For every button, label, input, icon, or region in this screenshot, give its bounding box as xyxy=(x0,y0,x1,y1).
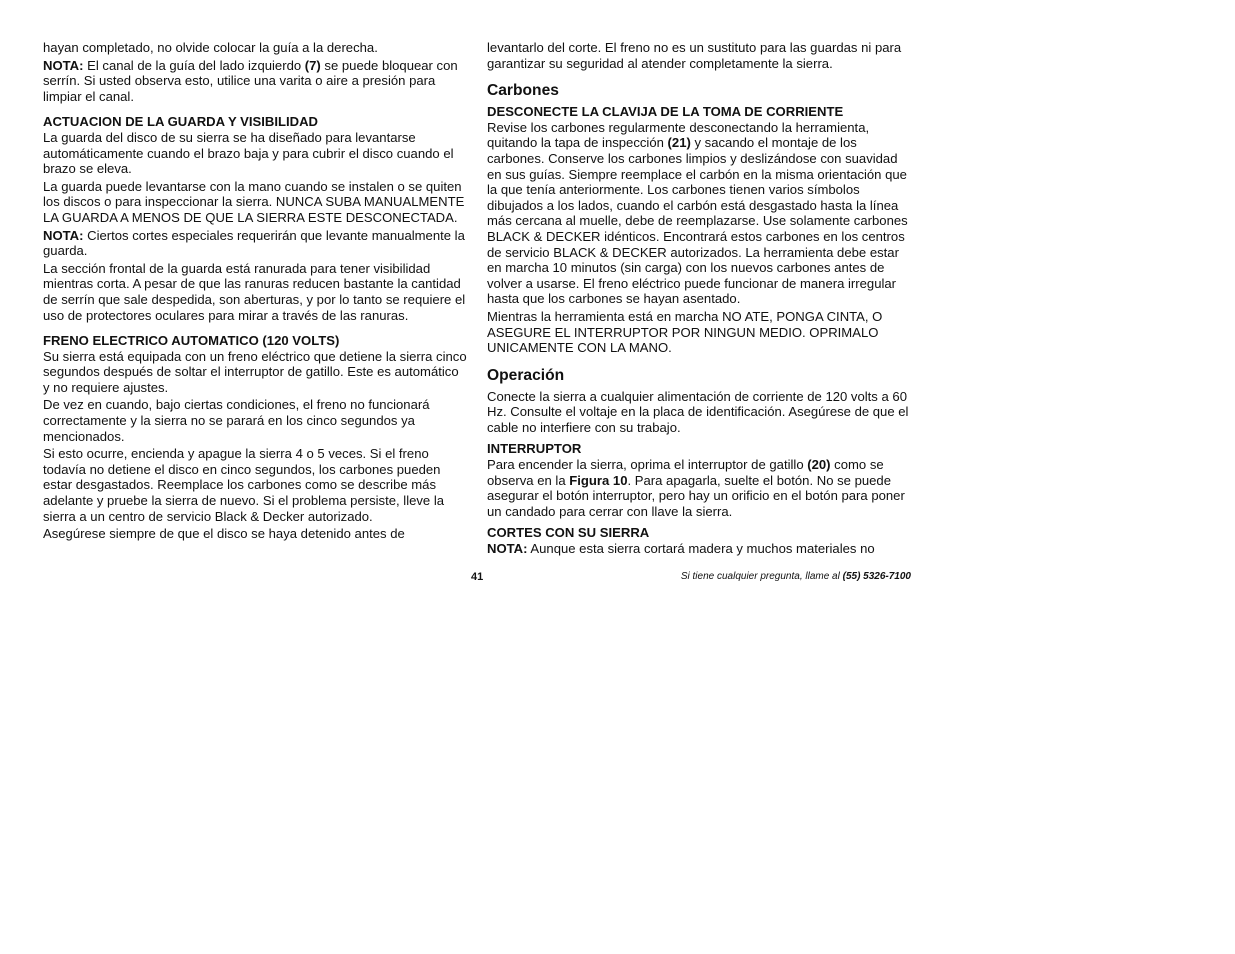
footer-note-text: Si tiene cualquier pregunta, llame al xyxy=(680,571,843,582)
ref-number: (21) xyxy=(667,135,691,151)
section-title-carbones: Carbones xyxy=(487,82,559,100)
subheading-desconecte: DESCONECTE LA CLAVIJA DE LA TOMA DE CORRIENTE xyxy=(487,104,844,120)
footer-phone: (55) 5326-7100 xyxy=(842,571,911,582)
paragraph-text: . Para apagarla, suelte el botón. No se puede asegurar el botón interruptor, pero hay un orificio en el botón para poner un candado para cerrar con llave la sierra. xyxy=(487,472,905,519)
note-label: NOTA: xyxy=(487,541,528,557)
right-column xyxy=(487,40,913,559)
paragraph xyxy=(487,120,913,307)
note-paragraph xyxy=(487,541,913,557)
subheading-cortes: CORTES CON SU SIERRA xyxy=(487,525,650,541)
note-text: El canal de la guía del lado izquierdo xyxy=(83,57,305,73)
note-paragraph xyxy=(43,58,468,105)
ref-number: (7) xyxy=(304,57,321,73)
paragraph-text: Para encender la sierra, oprima el interruptor de gatillo xyxy=(487,457,808,473)
note-text: Aunque esta sierra cortará madera y muchos materiales no xyxy=(527,541,875,557)
left-column xyxy=(43,40,468,544)
paragraph: La guarda del disco de su sierra se ha diseñado para levantarse automáticamente cuando el brazo baja y para cubrir el disco cuando el brazo se eleva. xyxy=(43,129,454,177)
figure-reference: Figura 10 xyxy=(569,472,628,488)
note-paragraph xyxy=(43,228,468,259)
section-heading-guarda: ACTUACION DE LA GUARDA Y VISIBILIDAD xyxy=(43,114,318,130)
paragraph-text: y sacando el montaje de los carbones. Conserve los carbones limpios y deslizándose con suavidad en sus guías. Siempre reemplace el carbón en la misma orientación que la que tenía anteriormente. Los carbones tienen varios símbolos dibujados a los lados, cuando el carbón está desgastado hasta la línea más cercana al muelle, debe de reemplazarse. Use solamente carbones BLACK & DECKER idénticos. Encontrará estos carbones en los centros de servicio BLACK & DECKER autorizados. La herramienta debe estar en marcha 10 minutos (sin carga) con los nuevos carbones antes de volver a usarse. El freno eléctrico puede funcionar de manera irregular hasta que los carbones se hayan asentado. xyxy=(487,135,908,307)
paragraph: Conecte la sierra a cualquier alimentación de corriente de 120 volts a 60 Hz. Consulte el voltaje en la placa de identificación. Asegúrese de que el cable no interfiere con su trabajo. xyxy=(487,388,909,435)
paragraph xyxy=(487,457,913,519)
section-title-operacion: Operación xyxy=(487,366,565,384)
paragraph: Asegúrese siempre de que el disco se haya detenido antes de xyxy=(43,526,405,542)
note-text: se puede bloquear con serrín. Si usted observa esto, utilice una varita o aire a presión para limpiar el canal. xyxy=(43,57,458,104)
paragraph: levantarlo del corte. El freno no es un sustituto para las guardas ni para garantizar su seguridad al atender completamente la sierra. xyxy=(487,40,902,71)
paragraph-text: Revise los carbones regularmente desconectando la herramienta, quitando la tapa de inspección xyxy=(487,119,870,151)
paragraph-text: como se observa en la xyxy=(487,457,884,488)
note-label: NOTA: xyxy=(43,57,84,73)
paragraph: De vez en cuando, bajo ciertas condiciones, el freno no funcionará correctamente y la sierra no se parará en los cinco segundos ya mencionados. xyxy=(43,397,430,444)
note-label: NOTA: xyxy=(43,227,84,243)
page-number: 41 xyxy=(471,571,484,583)
note-text: Ciertos cortes especiales requerirán que levante manualmente la guarda. xyxy=(43,227,465,259)
footer-contact-note xyxy=(620,571,911,583)
paragraph: Si esto ocurre, encienda y apague la sierra 4 o 5 veces. Si el freno todavía no detiene el disco en cinco segundos, los carbones pueden estar desgastados. Reemplace los carbones como se describe más adelante y pruebe la sierra de nuevo. Si el problema persiste, lleve la sierra a un centro de servicio Black & Decker autorizado. xyxy=(43,446,445,524)
paragraph: Mientras la herramienta está en marcha NO ATE, PONGA CINTA, O ASEGURE EL INTERRUPTOR POR NINGUN MEDIO. OPRIMALO UNICAMENTE CON LA MANO. xyxy=(487,308,883,356)
paragraph: La sección frontal de la guarda está ranurada para tener visibilidad mientras corta. A pesar de que las ranuras reducen bastante la cantidad de serrín que sale despedida, son aberturas, y por lo tanto se requiere el uso de protectores oculares para mirar a través de las ranuras. xyxy=(43,260,466,323)
paragraph: La guarda puede levantarse con la mano cuando se instalen o se quiten los discos o para inspeccionar la sierra. NUNCA SUBA MANUALMENTE LA GUARDA A MENOS DE QUE LA SIERRA ESTE DESCONECTADA. xyxy=(43,178,465,225)
paragraph: hayan completado, no olvide colocar la guía a la derecha. xyxy=(43,40,378,55)
paragraph: Su sierra está equipada con un freno eléctrico que detiene la sierra cinco segundos después de soltar el interruptor de gatillo. Este es automático y no requiere ajustes. xyxy=(43,348,467,395)
subheading-interruptor: INTERRUPTOR xyxy=(487,441,582,457)
section-heading-freno: FRENO ELECTRICO AUTOMATICO (120 VOLTS) xyxy=(43,333,340,349)
ref-number: (20) xyxy=(807,457,831,473)
